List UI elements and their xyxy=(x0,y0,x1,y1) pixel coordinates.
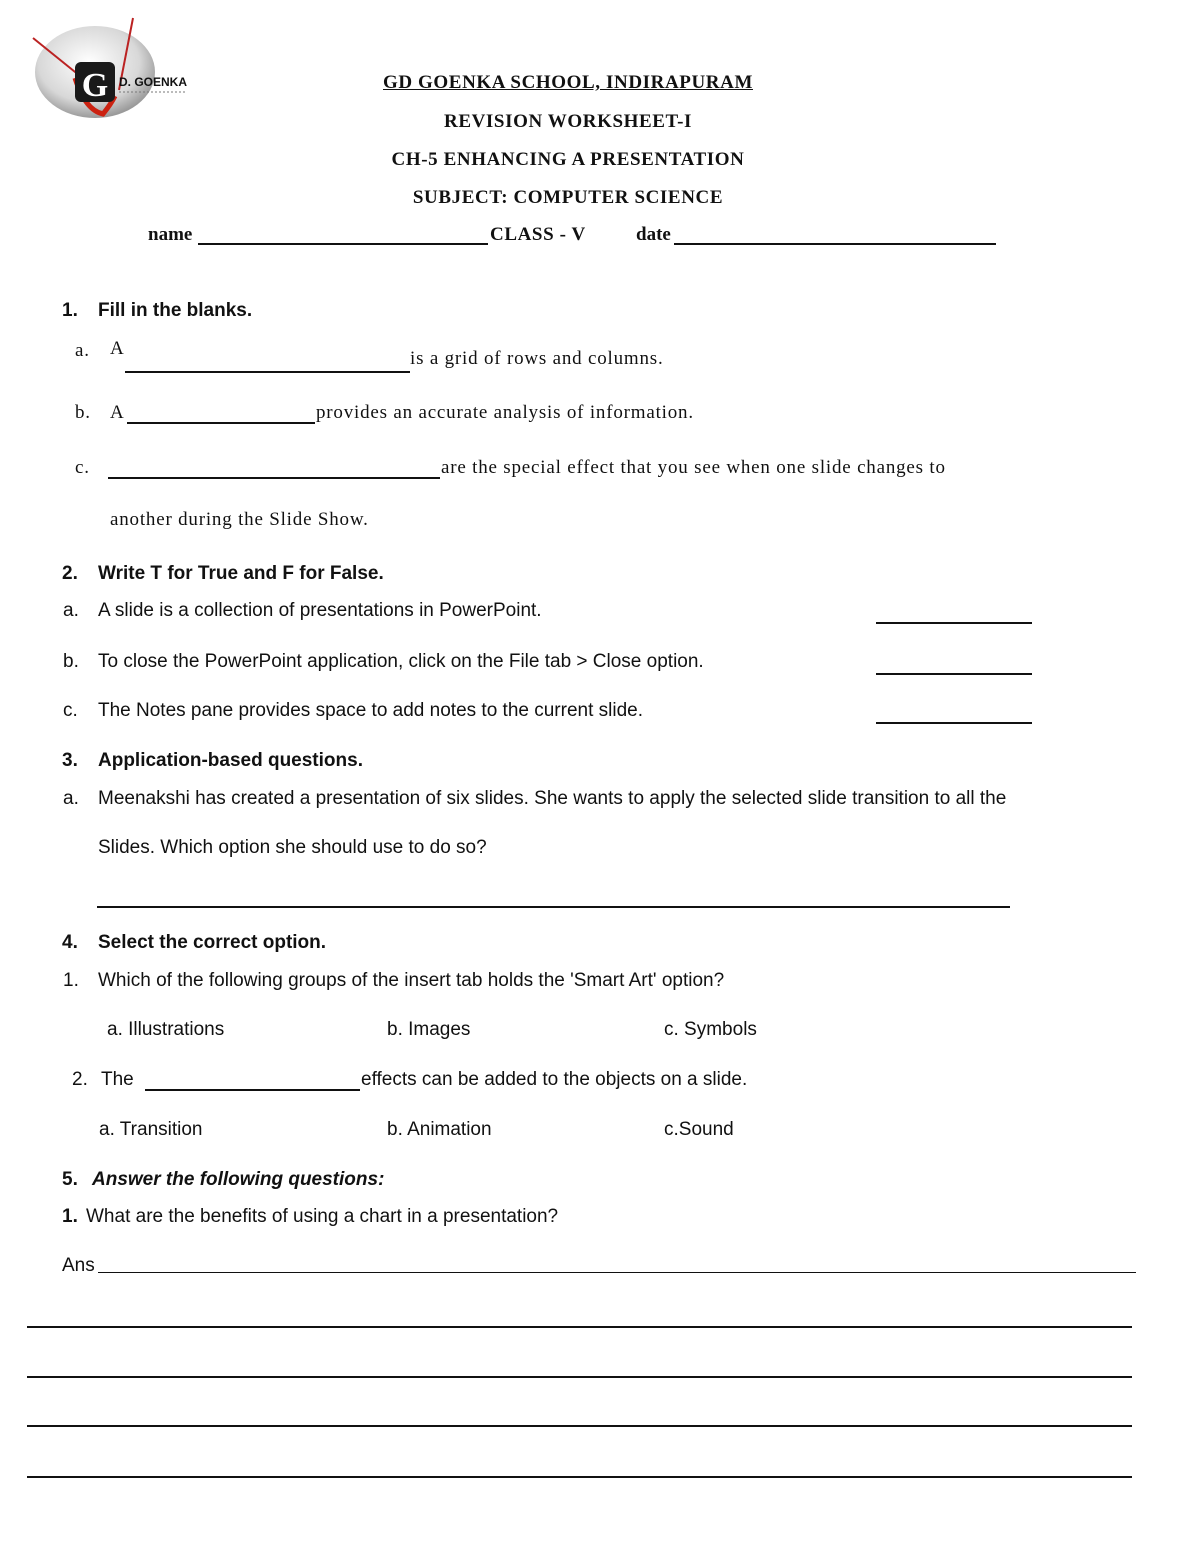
q4-2-option-a[interactable]: a. Transition xyxy=(99,1119,203,1140)
q1-title: Fill in the blanks. xyxy=(98,300,253,321)
q1a-post: is a grid of rows and columns. xyxy=(410,348,664,369)
q4-2-blank[interactable] xyxy=(145,1089,360,1091)
subject-title: SUBJECT: COMPUTER SCIENCE xyxy=(412,187,724,208)
q2b-answer-blank[interactable] xyxy=(876,673,1032,675)
q4-2-pre: The xyxy=(101,1069,134,1090)
school-name: GD GOENKA SCHOOL, INDIRAPURAM xyxy=(383,72,753,93)
q4-number: 4. xyxy=(62,932,78,953)
q3a-marker: a. xyxy=(63,788,79,809)
q1-number: 1. xyxy=(62,300,78,321)
name-blank[interactable] xyxy=(198,243,488,245)
q1b-blank[interactable] xyxy=(127,422,315,424)
q1c-blank[interactable] xyxy=(108,477,440,479)
answer-line-5[interactable] xyxy=(27,1476,1132,1478)
answer-line-2[interactable] xyxy=(27,1326,1132,1328)
class-label: CLASS - V xyxy=(490,224,586,245)
q5-1-text: What are the benefits of using a chart in a presentation? xyxy=(86,1206,559,1227)
q4-1-option-a[interactable]: a. Illustrations xyxy=(107,1019,225,1040)
q4-2-marker: 2. xyxy=(72,1069,88,1090)
q2a-marker: a. xyxy=(63,600,79,621)
q4-title: Select the correct option. xyxy=(98,932,327,953)
date-label: date xyxy=(636,224,671,245)
answer-line-1[interactable] xyxy=(98,1272,1136,1273)
svg-text:G: G xyxy=(81,67,109,104)
q4-2-option-b[interactable]: b. Animation xyxy=(387,1119,492,1140)
q3a-text-line1: Meenakshi has created a presentation of six slides. She wants to apply the selected slide transition to all the xyxy=(98,788,1007,809)
q1b-post: provides an accurate analysis of information. xyxy=(316,402,694,423)
q4-1-text: Which of the following groups of the insert tab holds the 'Smart Art' option? xyxy=(98,970,725,991)
q2-title: Write T for True and F for False. xyxy=(98,563,384,584)
q3a-answer-blank[interactable] xyxy=(97,906,1010,908)
q5-1-marker: 1. xyxy=(62,1206,78,1227)
q3-number: 3. xyxy=(62,750,78,771)
q2a-text: A slide is a collection of presentations in PowerPoint. xyxy=(98,600,542,621)
q3a-text-line2: Slides. Which option she should use to do so? xyxy=(98,837,487,858)
name-label: name xyxy=(148,224,193,245)
q3-title: Application-based questions. xyxy=(98,750,363,771)
chapter-title: CH-5 ENHANCING A PRESENTATION xyxy=(391,149,745,170)
q4-2-post: effects can be added to the objects on a slide. xyxy=(361,1069,748,1090)
q5-number: 5. xyxy=(62,1169,78,1190)
q1b-marker: b. xyxy=(75,402,91,423)
q2c-text: The Notes pane provides space to add notes to the current slide. xyxy=(98,700,643,721)
answer-label: Ans xyxy=(62,1255,95,1276)
q2c-marker: c. xyxy=(63,700,78,721)
q4-1-marker: 1. xyxy=(63,970,79,991)
q2a-answer-blank[interactable] xyxy=(876,622,1032,624)
logo-text: D. GOENKA xyxy=(119,75,188,89)
answer-line-3[interactable] xyxy=(27,1376,1132,1378)
q4-2-option-c[interactable]: c.Sound xyxy=(664,1119,734,1140)
q4-1-option-b[interactable]: b. Images xyxy=(387,1019,471,1040)
q1a-blank[interactable] xyxy=(125,371,410,373)
q5-title: Answer the following questions: xyxy=(92,1169,385,1190)
q2-number: 2. xyxy=(62,563,78,584)
date-blank[interactable] xyxy=(674,243,996,245)
q1a-marker: a. xyxy=(75,340,90,361)
q2b-text: To close the PowerPoint application, click on the File tab > Close option. xyxy=(98,651,704,672)
q1b-pre: A xyxy=(110,402,125,423)
q1a-pre: A xyxy=(110,338,125,359)
answer-line-4[interactable] xyxy=(27,1425,1132,1427)
q1c-post: are the special effect that you see when one slide changes to xyxy=(441,457,946,478)
worksheet-title: REVISION WORKSHEET-I xyxy=(444,111,692,132)
q1c-marker: c. xyxy=(75,457,90,478)
q2c-answer-blank[interactable] xyxy=(876,722,1032,724)
q4-1-option-c[interactable]: c. Symbols xyxy=(664,1019,757,1040)
q2b-marker: b. xyxy=(63,651,79,672)
q1c-continued: another during the Slide Show. xyxy=(110,509,369,530)
